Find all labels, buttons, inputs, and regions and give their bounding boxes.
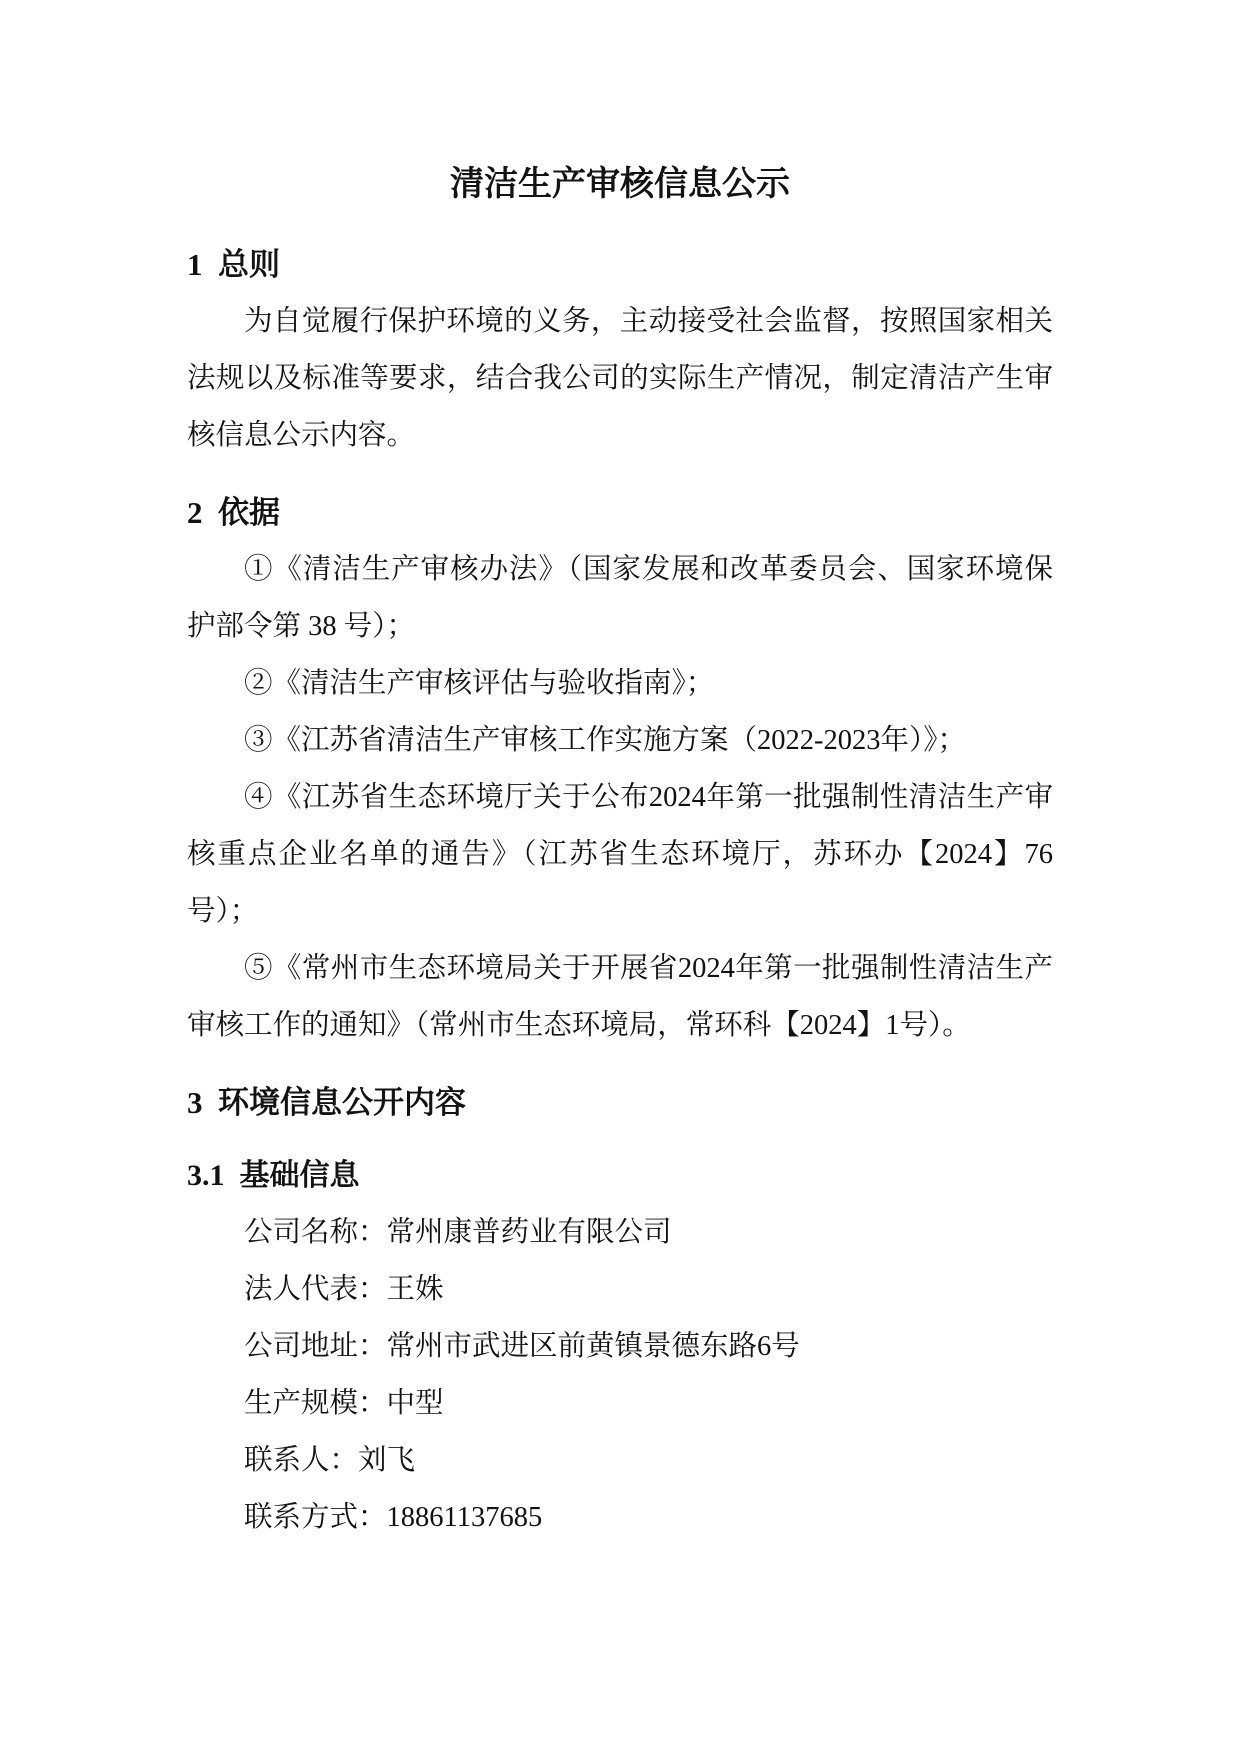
info-line-contact-number: 联系方式：18861137685 [244,1502,543,1533]
section-heading-legal-basis: 2 依据 [187,495,280,530]
subsection-heading-basic-info: 3.1 基础信息 [187,1159,360,1192]
info-line-company-address: 公司地址：常州市武进区前黄镇景德东路6号 [244,1331,800,1362]
legal-basis-item-5: ⑤《常州市生态环境局关于开展省2024年第一批强制性清洁生产审核工作的通知》（常州市生态环境局，常环科【2024】1号）。 [187,953,1053,1041]
legal-basis-item-2: ②《清洁生产审核评估与验收指南》； [244,668,715,699]
document-title [187,154,1053,216]
document-title-text: 清洁生产审核信息公示 [450,166,790,203]
legal-basis-item-3: ③《江苏省清洁生产审核工作实施方案（2022-2023年）》； [244,725,966,756]
info-line-contact-person: 联系人：刘飞 [244,1445,416,1476]
info-line-production-scale: 生产规模：中型 [244,1388,444,1419]
info-line-legal-representative: 法人代表：王姝 [244,1274,444,1305]
info-line-company-name: 公司名称：常州康普药业有限公司 [244,1217,672,1248]
section-heading-general-rules: 1 总则 [187,247,280,282]
legal-basis-item-4: ④《江苏省生态环境厅关于公布2024年第一批强制性清洁生产审核重点企业名单的通告》（江苏省生态环境厅，苏环办【2024】76号）； [187,782,1053,927]
paragraph-general-rules: 为自觉履行保护环境的义务，主动接受社会监督，按照国家相关法规以及标准等要求，结合我公司的实际生产情况，制定清洁产生审核信息公示内容。 [187,306,1053,451]
section-heading-disclosure-content: 3 环境信息公开内容 [187,1085,466,1120]
legal-basis-item-1: ①《清洁生产审核办法》（国家发展和改革委员会、国家环境保护部令第 38 号）； [187,554,1053,642]
